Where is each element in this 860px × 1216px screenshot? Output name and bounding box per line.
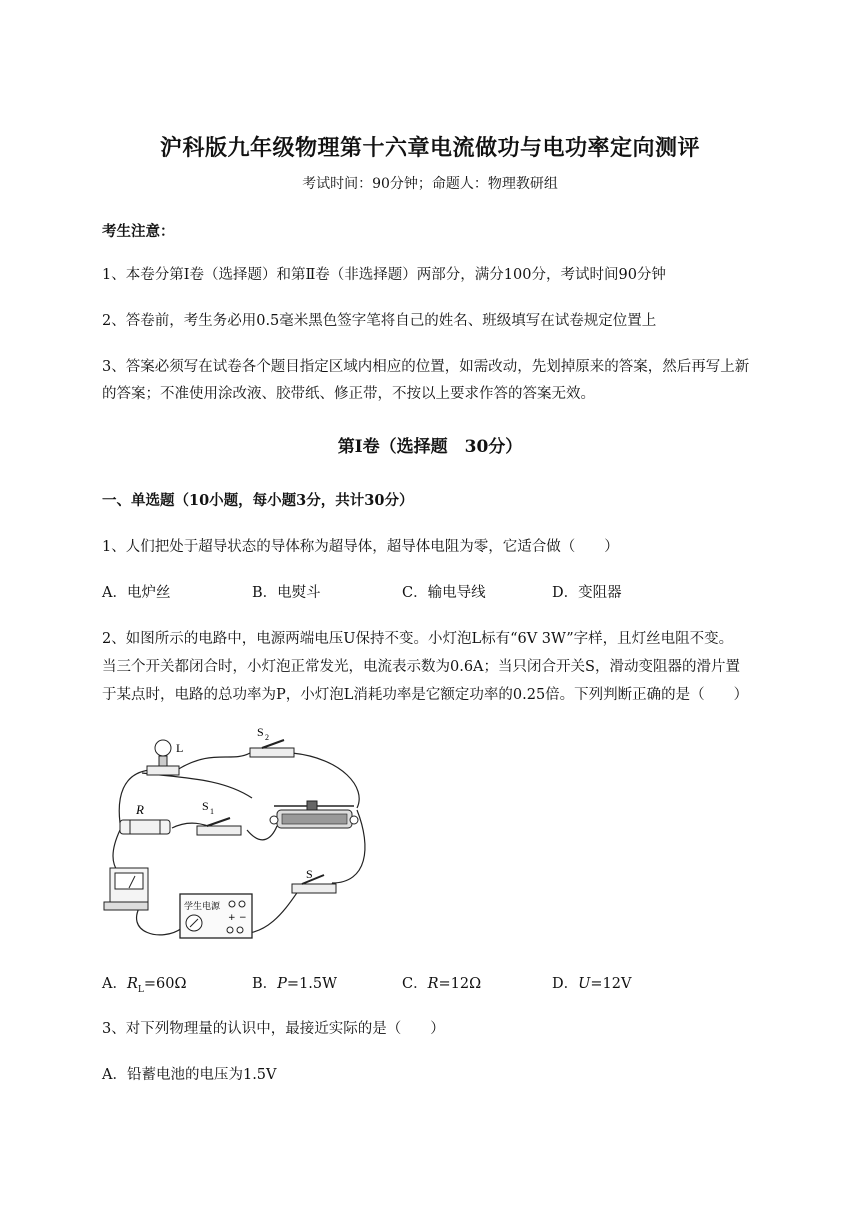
switch-s1 [197,799,241,835]
page-title: 沪科版九年级物理第十六章电流做功与电功率定向测评 [159,135,700,161]
q2-option-d: D．U=12V [552,976,632,992]
svg-text:1: 1 [210,807,214,816]
q1-stem: 1、人们把处于超导状态的导体称为超导体，超导体电阻为零，它适合做（ ） [102,539,619,555]
resistor-r [120,802,170,834]
notice-item-1: 1、本卷分第Ⅰ卷（选择题）和第Ⅱ卷（非选择题）两部分，满分100分，考试时间90分钟 [102,267,666,283]
notice-item-3-cont: 的答案；不准使用涂改液、胶带纸、修正带，不按以上要求作答的答案无效。 [102,386,595,402]
lamp-l [147,740,183,775]
q2-stem-line-2: 当三个开关都闭合时，小灯泡正常发光，电流表示数为0.6A；当只闭合开关S，滑动变阻器的滑片置 [102,659,740,675]
exam-info: 考试时间：90分钟；命题人：物理教研组 [302,176,558,192]
q2-stem-line-1: 2、如图所示的电路中，电源两端电压U保持不变。小灯泡L标有“6V 3W”字样，且灯丝电阻不变。 [102,631,734,647]
svg-text:S: S [202,799,209,813]
svg-text:学生电源: 学生电源 [184,902,221,912]
q2-option-a: A．$R_L=60\Omega$ [102,976,187,995]
rheostat [270,801,358,828]
circuit-diagram [102,718,372,946]
q2-stem-line-3: 于某点时，电路的总功率为P，小灯泡L消耗功率是它额定功率的0.25倍。下列判断正确的是（ ） [102,687,749,703]
svg-text:S: S [306,867,313,881]
switch-s2 [250,725,294,757]
power-source [180,894,252,938]
q2-option-c: C．R=12Ω [402,976,482,992]
svg-text:−: − [239,913,247,923]
svg-text:2: 2 [265,733,269,742]
q1-option-b: B．电熨斗 [252,585,321,601]
svg-text:R: R [136,802,144,817]
svg-text:S: S [257,725,264,739]
q1-option-c: C．输电导线 [402,585,486,601]
part-heading: 一、单选题（10小题，每小题3分，共计30分） [102,492,414,509]
q2-option-b: B．P=1.5W [252,976,338,992]
svg-text:+: + [228,913,236,923]
ammeter [104,868,148,910]
q3-option-a: A．铅蓄电池的电压为1.5V [102,1067,277,1083]
notice-item-3: 3、答案必须写在试卷各个题目指定区域内相应的位置，如需改动，先划掉原来的答案，然后再写上新 [102,359,750,375]
q1-option-d: D．变阻器 [552,585,622,601]
q3-stem: 3、对下列物理量的认识中，最接近实际的是（ ） [102,1021,445,1037]
q1-option-a: A．电炉丝 [102,585,171,601]
notice-item-2: 2、答卷前，考生务必用0.5毫米黑色签字笔将自己的姓名、班级填写在试卷规定位置上 [102,313,657,329]
section-title: 第Ⅰ卷（选择题 30分） [337,437,523,457]
svg-text:L: L [176,741,184,755]
switch-s [292,867,336,893]
notice-heading: 考生注意： [102,223,175,240]
